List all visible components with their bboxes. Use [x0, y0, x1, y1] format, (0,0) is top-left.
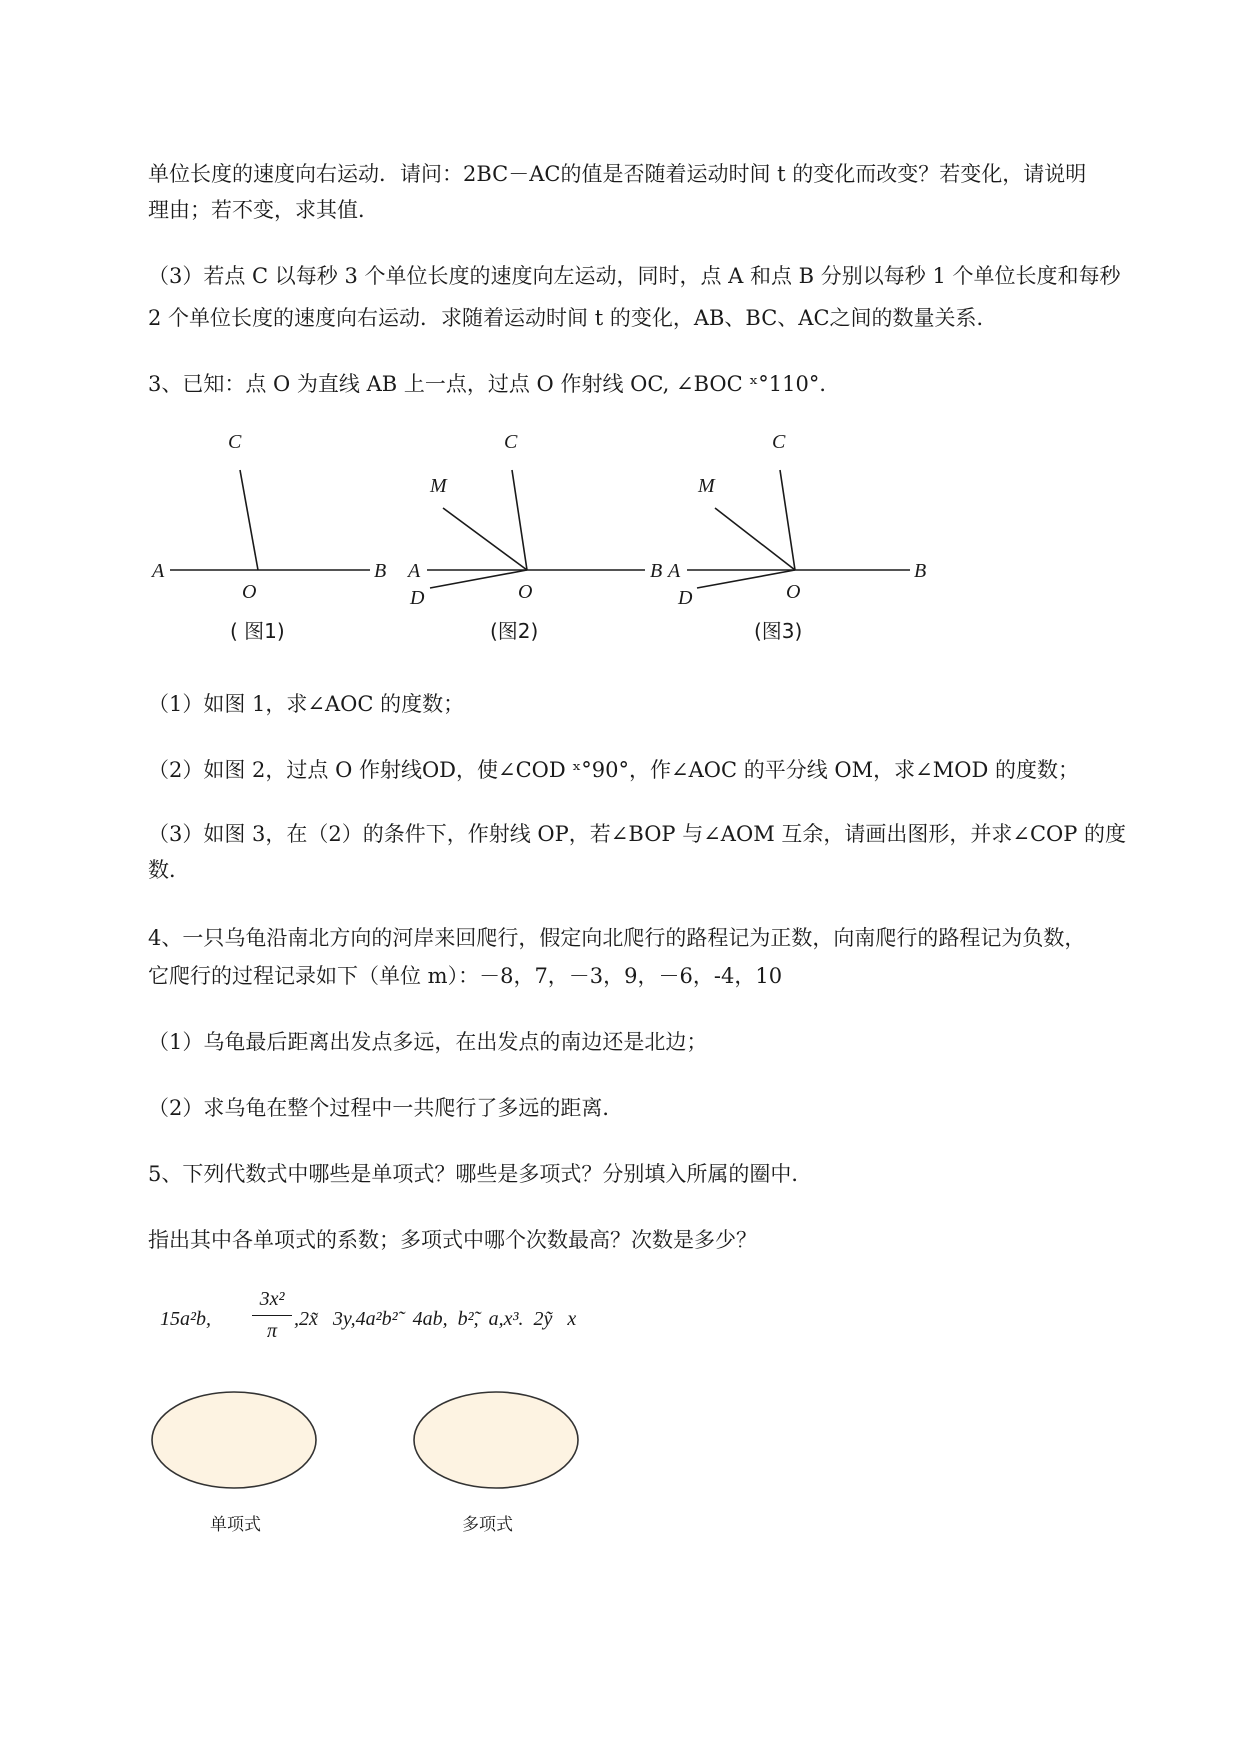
- question-3-sub3-line1: （3）如图 3，在（2）的条件下，作射线 OP，若∠BOP 与∠AOM 互余，请画出图形，并求∠COP 的度: [148, 822, 1127, 846]
- monomial-ellipse: [152, 1392, 316, 1488]
- fig2-caption: (图2): [490, 619, 539, 643]
- expr-part1: 15a²b,: [160, 1308, 211, 1330]
- fig3-ray-om: [715, 508, 795, 570]
- fig2-label-b: B: [650, 560, 663, 582]
- fig1-label-o: O: [242, 581, 257, 603]
- venn-svg: [150, 1388, 610, 1498]
- fig1-caption: ( 图1): [230, 619, 285, 643]
- fig3-label-o: O: [786, 581, 801, 603]
- question-3-sub3-line2: 数．: [148, 858, 190, 882]
- paragraph-q2-part2-line1: 单位长度的速度向右运动．请问：2BC－AC的值是否随着运动时间 t 的变化而改变？若变化，请说明: [148, 162, 1087, 186]
- question-4-stem-line2: 它爬行的过程记录如下（单位 m）：－8，7，－3，9，－6，-4，10: [148, 964, 783, 988]
- figure-3: [687, 470, 910, 588]
- question-5-stem2: 指出其中各单项式的系数；多项式中哪个次数最高？次数是多少？: [148, 1228, 757, 1252]
- fig2-label-o: O: [518, 581, 533, 603]
- fig3-label-d: D: [678, 587, 693, 609]
- polynomial-label: 多项式: [462, 1515, 513, 1535]
- figure-2: [427, 470, 645, 588]
- question-4-stem-line1: 4、一只乌龟沿南北方向的河岸来回爬行，假定向北爬行的路程记为正数，向南爬行的路程记为负数，: [148, 926, 1086, 950]
- fig3-ray-oc: [780, 470, 795, 570]
- fig3-label-b: B: [914, 560, 927, 582]
- question-3-stem: 3、已知：点 O 为直线 AB 上一点，过点 O 作射线 OC, ∠BOC ˣ°110°．: [148, 372, 841, 396]
- question-4-sub2: （2）求乌龟在整个过程中一共爬行了多远的距离．: [148, 1096, 624, 1120]
- fig3-label-a: A: [668, 560, 681, 582]
- geometry-figures: [140, 420, 960, 660]
- fig1-label-b: B: [374, 560, 387, 582]
- fig3-ray-od: [697, 570, 795, 588]
- fig2-ray-oc: [512, 470, 527, 570]
- fig3-label-c: C: [772, 431, 786, 453]
- algebraic-expressions: [160, 1288, 860, 1348]
- paragraph-q2-part2-line2: 理由；若不变，求其值．: [148, 198, 379, 222]
- fig1-ray-oc: [240, 470, 258, 570]
- fig1-label-c: C: [228, 431, 242, 453]
- expr-fraction-denominator: π: [266, 1320, 278, 1342]
- fig2-label-c: C: [504, 431, 518, 453]
- fig3-caption: (图3): [754, 619, 803, 643]
- fig2-ray-om: [443, 508, 527, 570]
- venn-circles: [150, 1388, 610, 1538]
- fig2-label-a: A: [408, 560, 421, 582]
- geometry-figures-svg: [140, 420, 960, 660]
- question-3-sub1: （1）如图 1，求∠AOC 的度数；: [148, 692, 465, 716]
- fig1-label-a: A: [152, 560, 165, 582]
- fig3-label-m: M: [698, 475, 715, 497]
- fig2-ray-od: [430, 570, 527, 588]
- paragraph-q2-part3-line1: （3）若点 C 以每秒 3 个单位长度的速度向左运动，同时，点 A 和点 B 分别以每秒 1 个单位长度和每秒: [148, 264, 1121, 288]
- fig2-label-m: M: [430, 475, 447, 497]
- polynomial-ellipse: [414, 1392, 578, 1488]
- monomial-label: 单项式: [210, 1515, 261, 1535]
- expr-fraction-bar: [252, 1315, 292, 1316]
- question-3-sub2: （2）如图 2，过点 O 作射线OD，使∠COD ˣ°90°，作∠AOC 的平分线 OM，求∠MOD 的度数；: [148, 758, 1079, 782]
- expr-fraction-numerator: 3x²: [259, 1288, 285, 1310]
- question-5-stem: 5、下列代数式中哪些是单项式？哪些是多项式？分别填入所属的圈中．: [148, 1162, 813, 1186]
- expr-part2: ,2x̃ 3y,4a²b²̃ 4ab, b²̃, a,x³. 2ỹ x: [294, 1308, 577, 1330]
- fig2-label-d: D: [410, 587, 425, 609]
- figure-1: [170, 470, 370, 570]
- question-4-sub1: （1）乌龟最后距离出发点多远，在出发点的南边还是北边；: [148, 1030, 708, 1054]
- paragraph-q2-part3-line2: 2 个单位长度的速度向右运动．求随着运动时间 t 的变化，AB、BC、AC之间的数量关系．: [148, 306, 998, 330]
